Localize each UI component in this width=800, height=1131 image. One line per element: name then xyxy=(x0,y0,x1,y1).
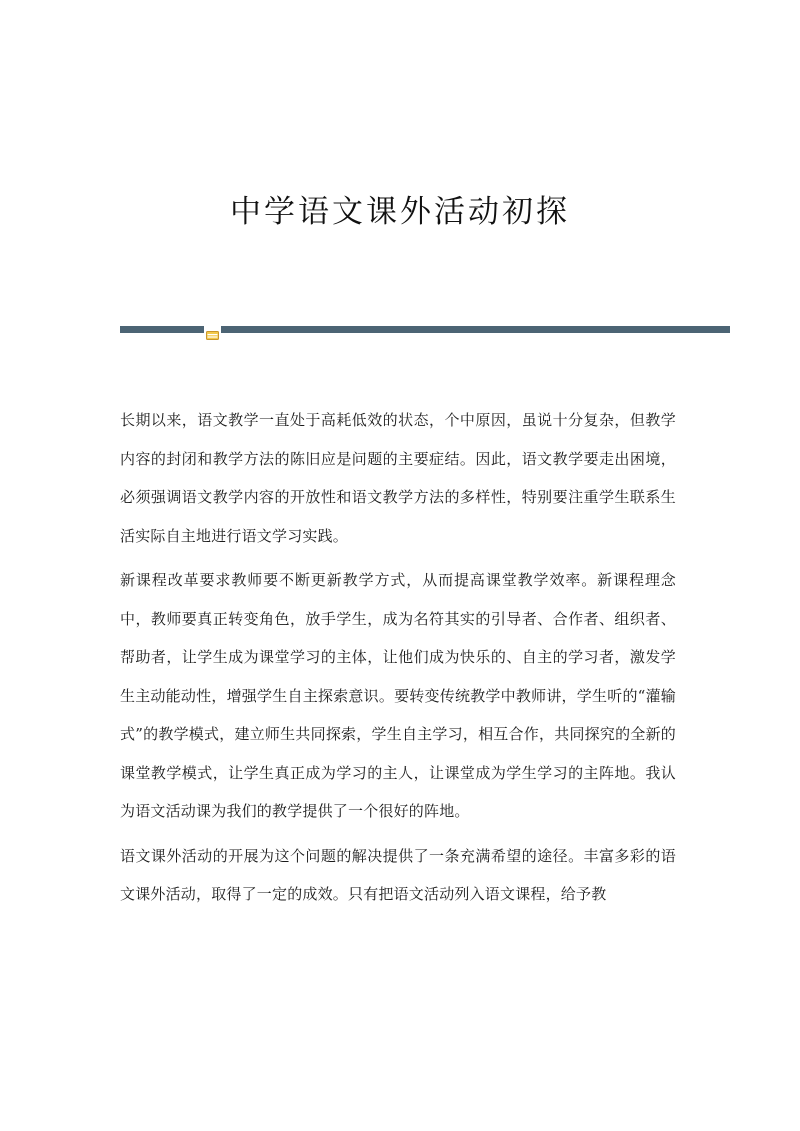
divider-bar-left xyxy=(120,326,204,333)
paragraph: 语文课外活动的开展为这个问题的解决提供了一条充满希望的途径。丰富多彩的语文课外活动，取得了一定的成效。只有把语文活动列入语文课程，给予教 xyxy=(120,846,676,903)
paragraph: 长期以来，语文教学一直处于高耗低效的状态，个中原因，虽说十分复杂，但教学内容的封闭和教学方法的陈旧应是问题的主要症结。因此，语文教学要走出困境，必须强调语文教学内容的开放性和语文教学方法的多样性，特别要注重学生联系生活实际自主地进行语文学习实践。 xyxy=(120,411,676,545)
divider-bar-right xyxy=(221,326,730,333)
document-body xyxy=(120,401,676,920)
folder-icon xyxy=(206,325,219,334)
document-title: 中学语文课外活动初探 xyxy=(230,194,570,230)
title-divider xyxy=(120,326,730,334)
paragraph: 新课程改革要求教师要不断更新教学方式，从而提高课堂教学效率。新课程理念中，教师要真正转变角色，放手学生，成为名符其实的引导者、合作者、组织者、帮助者，让学生成为课堂学习的主体，让他们成为快乐的、自主的学习者，激发学生主动能动性，增强学生自主探索意识。要转变传统教学中教师讲，学生听的“灌输式”的教学模式，建立师生共同探索，学生自主学习，相互合作，共同探究的全新的课堂教学模式，让学生真正成为学习的主人，让课堂成为学生学习的主阵地。我认为语文活动课为我们的教学提供了一个很好的阵地。 xyxy=(120,571,676,820)
